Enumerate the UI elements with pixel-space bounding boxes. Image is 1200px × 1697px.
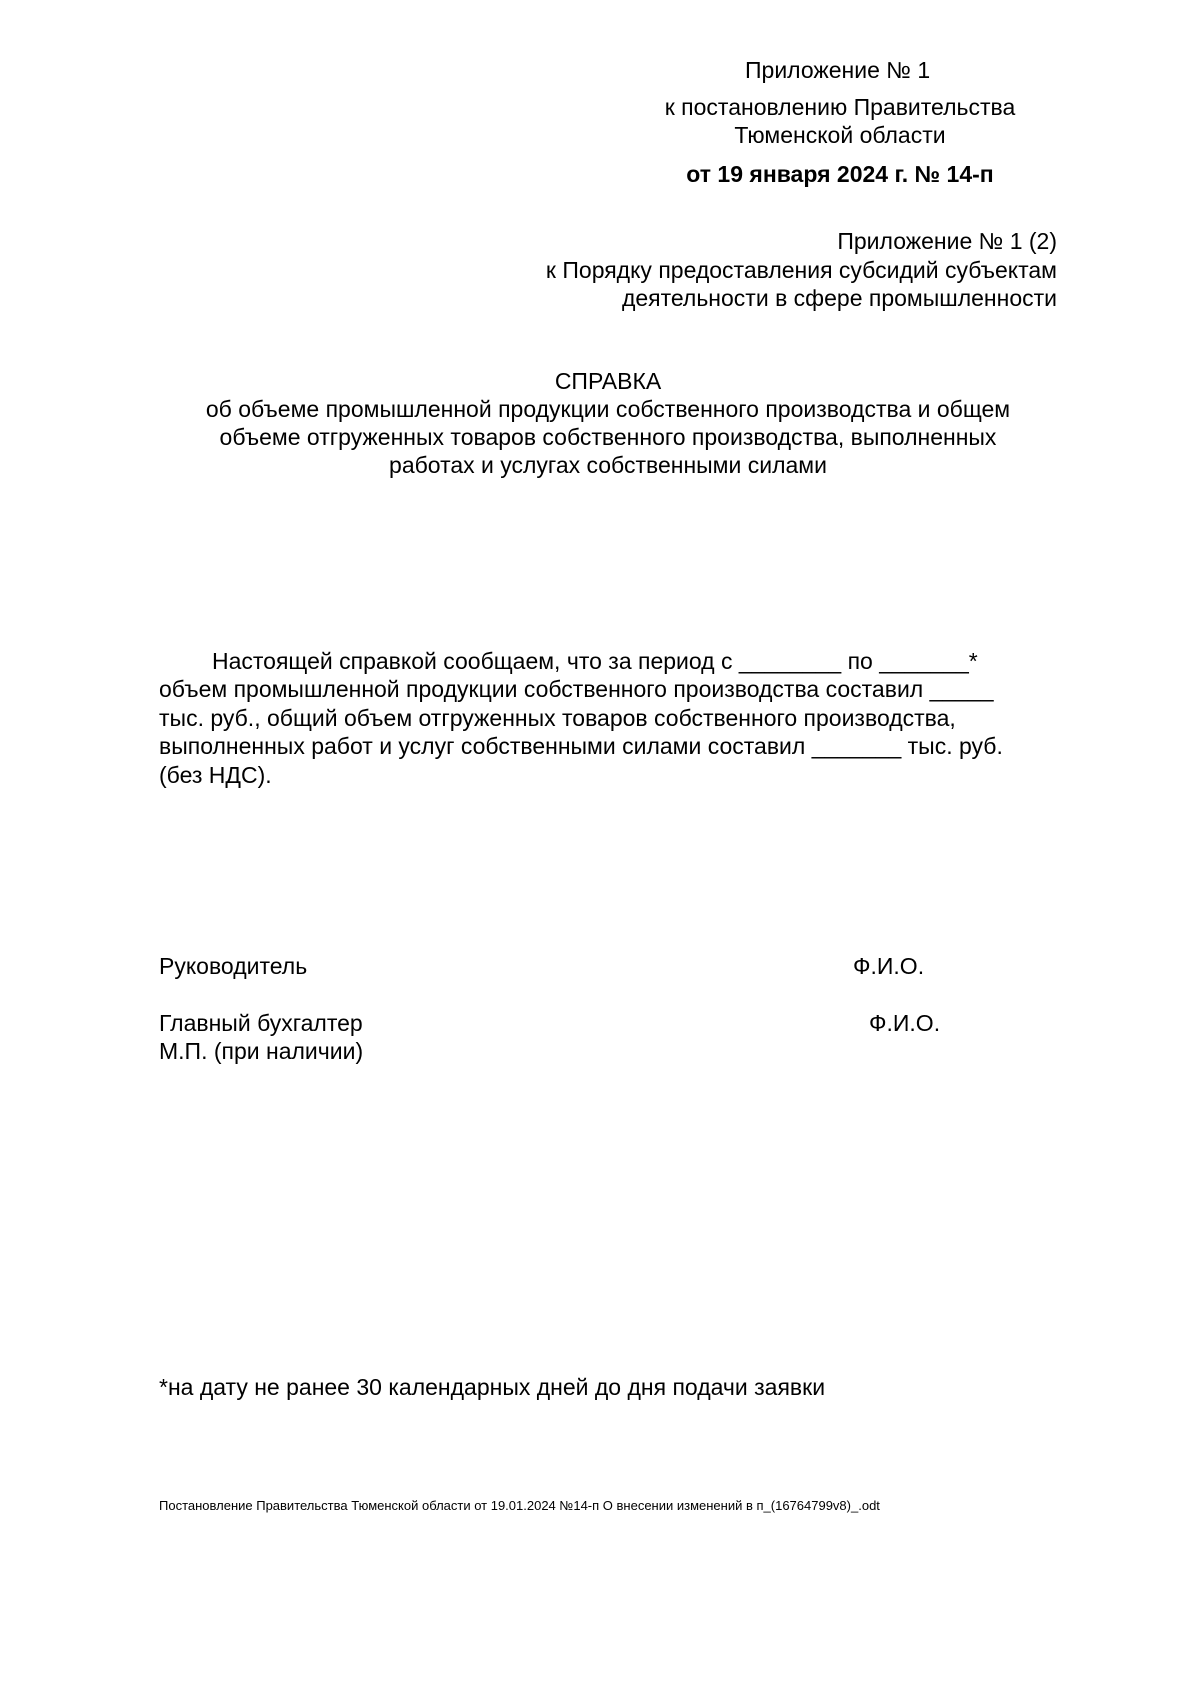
body-line-3: тыс. руб., общий объем отгруженных товаров собственного производства, xyxy=(159,705,956,731)
page-footer: Постановление Правительства Тюменской области от 19.01.2024 №14-п О внесении изменений в п_(16764799v8)_.odt xyxy=(159,1498,880,1513)
body-line-4: выполненных работ и услуг собственными силами составил _______ тыс. руб. xyxy=(159,733,1003,759)
resolution-date: от 19 января 2024 г. № 14-п xyxy=(686,161,994,187)
document-title-line-3: работах и услугах собственными силами xyxy=(389,452,827,478)
document-title-line-2: объеме отгруженных товаров собственного производства, выполненных xyxy=(219,424,997,450)
head-name: Ф.И.О. xyxy=(853,953,925,979)
sub-appendix-line-2: деятельности в сфере промышленности xyxy=(621,285,1057,311)
sub-appendix-line-1: к Порядку предоставления субсидий субъектам xyxy=(545,257,1057,283)
footnote: *на дату не ранее 30 календарных дней до дня подачи заявки xyxy=(159,1374,826,1400)
stamp-label: М.П. (при наличии) xyxy=(159,1038,364,1064)
accountant-label: Главный бухгалтер xyxy=(159,1010,363,1036)
document-heading: СПРАВКА xyxy=(554,368,662,394)
resolution-line-2: Тюменской области xyxy=(734,122,946,148)
body-line-1: Настоящей справкой сообщаем, что за период с ________ по _______* xyxy=(212,648,978,674)
head-label: Руководитель xyxy=(159,953,308,979)
resolution-line-1: к постановлению Правительства xyxy=(664,94,1016,120)
appendix-title: Приложение № 1 xyxy=(745,57,931,83)
accountant-name: Ф.И.О. xyxy=(869,1010,941,1036)
document-title-line-1: об объеме промышленной продукции собственного производства и общем xyxy=(205,396,1011,422)
body-line-2: объем промышленной продукции собственного производства составил _____ xyxy=(159,676,994,702)
body-line-5: (без НДС). xyxy=(159,762,272,788)
sub-appendix-title: Приложение № 1 (2) xyxy=(837,228,1057,254)
